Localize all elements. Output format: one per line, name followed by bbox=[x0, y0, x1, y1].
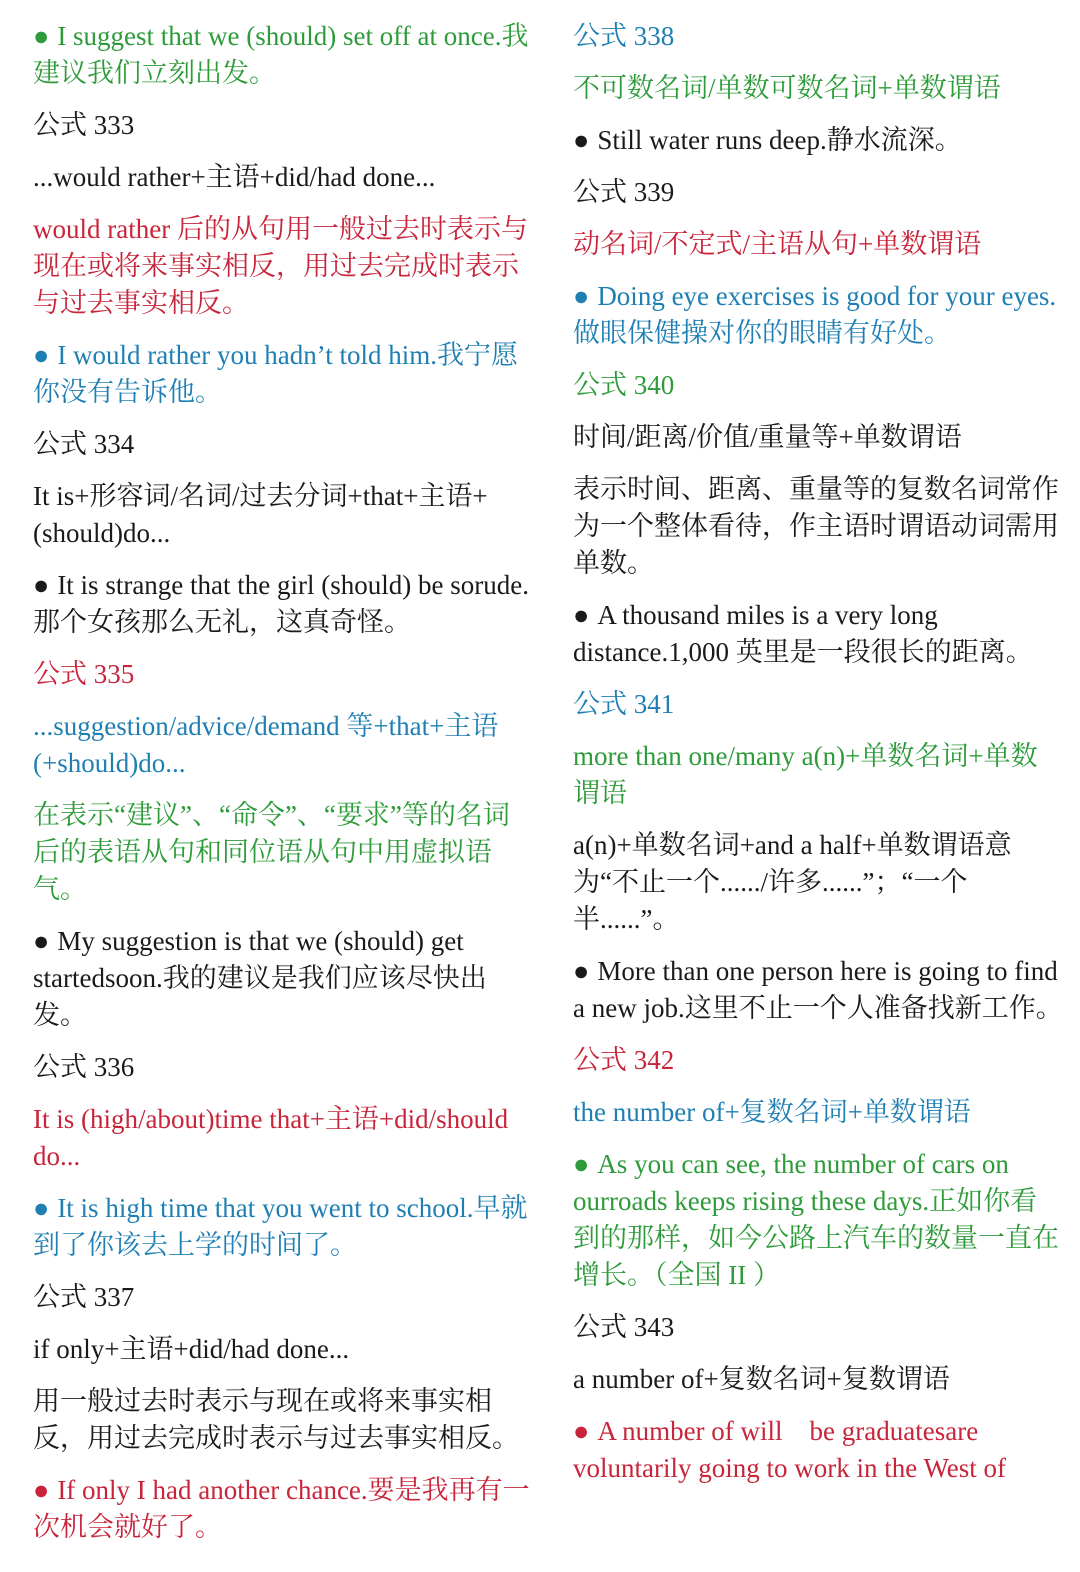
text: 动名词/不定式/主语从句+单数谓语 bbox=[573, 229, 982, 259]
formula-pattern bbox=[33, 478, 533, 552]
bullet-icon: ● bbox=[33, 570, 50, 600]
text: As you can see, the number of cars on ourroads keeps rising these days.正如你看到的那样，如今公路上汽车的数量一直在增长。（全国 II ） bbox=[573, 1149, 1059, 1290]
grammar-note bbox=[33, 1383, 533, 1457]
text: A number of will be graduatesare voluntarily going to work in the West of bbox=[573, 1416, 1007, 1483]
grammar-note bbox=[573, 471, 1063, 582]
bullet-icon: ● bbox=[573, 1416, 590, 1446]
text: 时间/距离/价值/重量等+单数谓语 bbox=[573, 422, 962, 452]
text: 用一般过去时表示与现在或将来事实相反，用过去完成时表示与过去事实相反。 bbox=[33, 1386, 519, 1453]
formula-heading bbox=[33, 426, 533, 463]
text: 公式 343 bbox=[573, 1312, 675, 1342]
text: 不可数名词/单数可数名词+单数谓语 bbox=[573, 73, 1001, 103]
text: My suggestion is that we (should) get startedsoon.我的建议是我们应该尽快出发。 bbox=[33, 926, 487, 1030]
text: It is+形容词/名词/过去分词+that+主语+(should)do... bbox=[33, 481, 488, 548]
formula-pattern bbox=[573, 226, 1063, 263]
right-column bbox=[573, 18, 1063, 1502]
formula-pattern bbox=[573, 1361, 1063, 1398]
example-sentence bbox=[33, 18, 533, 92]
bullet-icon: ● bbox=[33, 926, 50, 956]
text: would rather 后的从句用一般过去时表示与现在或将来事实相反，用过去完成时表示与过去事实相反。 bbox=[33, 214, 528, 318]
formula-pattern bbox=[33, 1101, 533, 1175]
bullet-icon: ● bbox=[573, 281, 590, 311]
example-sentence bbox=[33, 1190, 533, 1264]
formula-heading bbox=[33, 1049, 533, 1086]
example-sentence bbox=[573, 1413, 1063, 1487]
formula-heading bbox=[573, 686, 1063, 723]
text: 公式 335 bbox=[33, 659, 135, 689]
formula-heading bbox=[33, 1279, 533, 1316]
text: 公式 340 bbox=[573, 370, 675, 400]
text: It is high time that you went to school.早就到了你该去上学的时间了。 bbox=[33, 1193, 528, 1260]
bullet-icon: ● bbox=[573, 956, 590, 986]
text: It is strange that the girl (should) be sorude.那个女孩那么无礼，这真奇怪。 bbox=[33, 570, 529, 637]
text: A thousand miles is a very long distance.1,000 英里是一段很长的距离。 bbox=[573, 600, 1033, 667]
bullet-icon: ● bbox=[33, 21, 50, 51]
text: 公式 341 bbox=[573, 689, 675, 719]
text: 公式 334 bbox=[33, 429, 135, 459]
text: I would rather you hadn’t told him.我宁愿你没有告诉他。 bbox=[33, 340, 518, 407]
bullet-icon: ● bbox=[573, 1149, 590, 1179]
example-sentence bbox=[33, 337, 533, 411]
text: more than one/many a(n)+单数名词+单数谓语 bbox=[573, 741, 1038, 808]
text: I suggest that we (should) set off at once.我建议我们立刻出发。 bbox=[33, 21, 529, 88]
formula-heading bbox=[573, 1309, 1063, 1346]
grammar-note bbox=[33, 797, 533, 908]
formula-pattern bbox=[573, 419, 1063, 456]
text: 公式 337 bbox=[33, 1282, 135, 1312]
formula-pattern bbox=[33, 159, 533, 196]
grammar-note bbox=[33, 211, 533, 322]
grammar-note bbox=[573, 827, 1063, 938]
text: if only+主语+did/had done... bbox=[33, 1334, 350, 1364]
formula-heading bbox=[33, 656, 533, 693]
text: 公式 342 bbox=[573, 1045, 675, 1075]
text: If only I had another chance.要是我再有一次机会就好了。 bbox=[33, 1475, 530, 1542]
text: 在表示“建议”、“命令”、“要求”等的名词后的表语从句和同位语从句中用虚拟语气。 bbox=[33, 800, 510, 904]
text: Doing eye exercises is good for your eyes.做眼保健操对你的眼睛有好处。 bbox=[573, 281, 1057, 348]
bullet-icon: ● bbox=[33, 1193, 50, 1223]
example-sentence bbox=[573, 122, 1063, 159]
bullet-icon: ● bbox=[33, 340, 50, 370]
formula-heading bbox=[573, 1042, 1063, 1079]
text: 公式 339 bbox=[573, 177, 675, 207]
text: a(n)+单数名词+and a half+单数谓语意为“不止一个....../许多......”；“一个半......”。 bbox=[573, 830, 1012, 934]
example-sentence bbox=[573, 278, 1063, 352]
bullet-icon: ● bbox=[573, 600, 590, 630]
text: the number of+复数名词+单数谓语 bbox=[573, 1097, 971, 1127]
text: It is (high/about)time that+主语+did/should do... bbox=[33, 1104, 509, 1171]
bullet-icon: ● bbox=[33, 1475, 50, 1505]
text: a number of+复数名词+复数谓语 bbox=[573, 1364, 950, 1394]
example-sentence bbox=[33, 1472, 533, 1546]
formula-pattern bbox=[33, 708, 533, 782]
text: Still water runs deep.静水流深。 bbox=[597, 125, 962, 155]
example-sentence bbox=[573, 597, 1063, 671]
formula-heading bbox=[573, 174, 1063, 211]
text: ...suggestion/advice/demand 等+that+主语(+should)do... bbox=[33, 711, 499, 778]
example-sentence bbox=[573, 1146, 1063, 1294]
text: 表示时间、距离、重量等的复数名词常作为一个整体看待，作主语时谓语动词需用单数。 bbox=[573, 474, 1059, 578]
formula-heading bbox=[573, 367, 1063, 404]
formula-pattern bbox=[573, 70, 1063, 107]
formula-pattern bbox=[573, 738, 1063, 812]
formula-pattern bbox=[573, 1094, 1063, 1131]
text: More than one person here is going to find a new job.这里不止一个人准备找新工作。 bbox=[573, 956, 1063, 1023]
text: 公式 333 bbox=[33, 110, 135, 140]
example-sentence bbox=[33, 567, 533, 641]
left-column bbox=[33, 18, 533, 1561]
text: 公式 338 bbox=[573, 21, 675, 51]
formula-heading bbox=[573, 18, 1063, 55]
formula-heading bbox=[33, 107, 533, 144]
formula-pattern bbox=[33, 1331, 533, 1368]
example-sentence bbox=[573, 953, 1063, 1027]
bullet-icon: ● bbox=[573, 125, 590, 155]
example-sentence bbox=[33, 923, 533, 1034]
text: ...would rather+主语+did/had done... bbox=[33, 162, 436, 192]
text: 公式 336 bbox=[33, 1052, 135, 1082]
